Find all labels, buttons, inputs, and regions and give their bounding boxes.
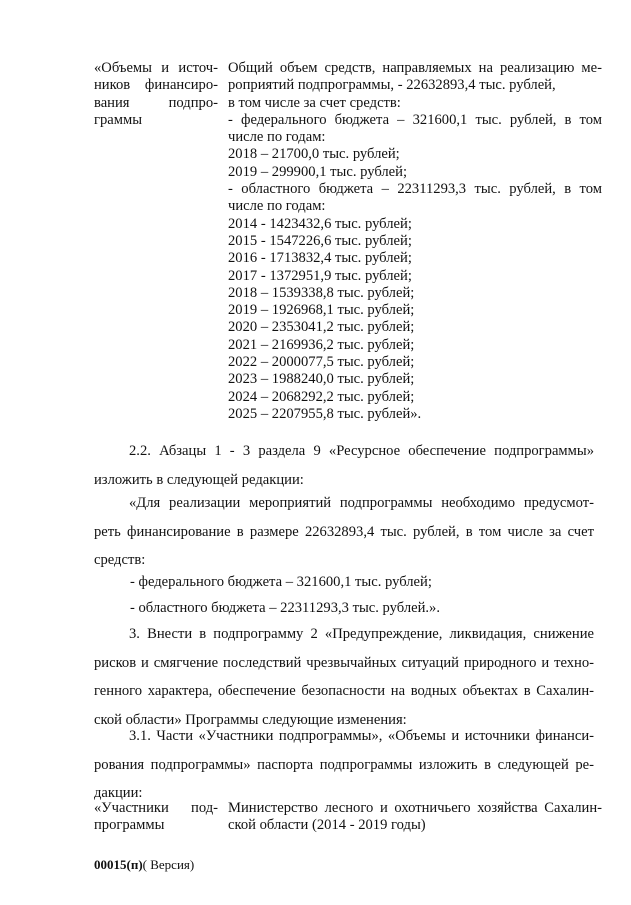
paragraph-line: средств:	[94, 552, 146, 569]
paragraph-line: - областного бюджета – 22311293,3 тыс. рублей.».	[130, 600, 440, 616]
passport-table-financing	[94, 60, 602, 423]
paragraph-regional	[94, 594, 594, 623]
value-line: 2015 - 1547226,6 тыс. рублей;	[228, 232, 412, 249]
table-cell-value	[228, 60, 602, 423]
value-line: 2019 – 299900,1 тыс. рублей;	[228, 163, 408, 180]
document-footer	[94, 857, 194, 873]
paragraph-quote	[94, 489, 594, 575]
value-line: 2024 – 2068292,2 тыс. рублей;	[228, 388, 415, 405]
value-line: в том числе за счет средств:	[228, 94, 401, 111]
value-line: 2016 - 1713832,4 тыс. рублей;	[228, 250, 412, 267]
table-cell-label	[94, 60, 228, 423]
value-line: 2017 - 1372951,9 тыс. рублей;	[228, 267, 412, 284]
label-line: «Участники под-	[94, 800, 218, 816]
label-line: программы	[94, 817, 165, 834]
value-line: 2021 – 2169936,2 тыс. рублей;	[228, 336, 415, 353]
paragraph-2-2	[94, 437, 594, 494]
paragraph-line: реть финансирование в размере 22632893,4 тыс. рублей, в том числе за счет	[94, 523, 594, 540]
value-line: - федерального бюджета – 321600,1 тыс. рублей, в том	[228, 111, 602, 128]
table-cell-value	[228, 800, 602, 835]
paragraph-line: дакции:	[94, 785, 143, 802]
paragraph-line: генного характера, обеспечение безопасности на водных объектах в Сахалин-	[94, 683, 594, 700]
label-line: ников финансиро-	[94, 77, 218, 94]
value-line: - областного бюджета – 22311293,3 тыс. рублей, в том	[228, 181, 602, 198]
value-line: 2025 – 2207955,8 тыс. рублей».	[228, 405, 422, 422]
paragraph-3-1	[94, 722, 594, 808]
value-line: числе по годам:	[228, 198, 326, 215]
value-line: 2023 – 1988240,0 тыс. рублей;	[228, 371, 415, 388]
document-code: 00015(п)	[94, 857, 143, 872]
value-line: 2018 – 1539338,8 тыс. рублей;	[228, 284, 415, 301]
paragraph-federal	[94, 568, 594, 597]
label-line: граммы	[94, 111, 143, 128]
paragraph-line: рисков и смягчение последствий чрезвычайных ситуаций природного и техно-	[94, 654, 594, 671]
passport-table-participants	[94, 800, 602, 835]
value-line: роприятий подпрограммы, - 22632893,4 тыс. рублей,	[228, 77, 556, 94]
paragraph-line: 3.1. Части «Участники подпрограммы», «Объемы и источники финанси-	[129, 728, 594, 744]
paragraph-3	[94, 620, 594, 734]
value-line: 2022 – 2000077,5 тыс. рублей;	[228, 354, 415, 371]
value-line: Министерство лесного и охотничьего хозяйства Сахалин-	[228, 800, 602, 816]
paragraph-line: изложить в следующей редакции:	[94, 471, 304, 488]
document-version: ( Версия)	[142, 857, 195, 872]
paragraph-line: «Для реализации мероприятий подпрограммы необходимо предусмот-	[129, 495, 594, 511]
paragraph-line: рования подпрограммы» паспорта подпрограммы изложить в следующей ре-	[94, 756, 594, 773]
label-line: вания подпро-	[94, 94, 218, 111]
paragraph-line: - федерального бюджета – 321600,1 тыс. рублей;	[130, 574, 432, 590]
value-line: 2020 – 2353041,2 тыс. рублей;	[228, 319, 415, 336]
label-line: «Объемы и источ-	[94, 60, 218, 76]
value-line: 2019 – 1926968,1 тыс. рублей;	[228, 302, 415, 319]
value-line: 2018 – 21700,0 тыс. рублей;	[228, 146, 400, 163]
paragraph-line: 2.2. Абзацы 1 - 3 раздела 9 «Ресурсное обеспечение подпрограммы»	[129, 443, 594, 459]
paragraph-line: ской области» Программы следующие изменения:	[94, 711, 407, 728]
table-cell-label	[94, 800, 228, 835]
paragraph-line: 3. Внести в подпрограмму 2 «Предупреждение, ликвидация, снижение	[129, 626, 594, 642]
value-line: ской области (2014 - 2019 годы)	[228, 817, 426, 834]
value-line: Общий объем средств, направляемых на реализацию ме-	[228, 60, 602, 76]
value-line: 2014 - 1423432,6 тыс. рублей;	[228, 215, 412, 232]
value-line: числе по годам:	[228, 129, 326, 146]
